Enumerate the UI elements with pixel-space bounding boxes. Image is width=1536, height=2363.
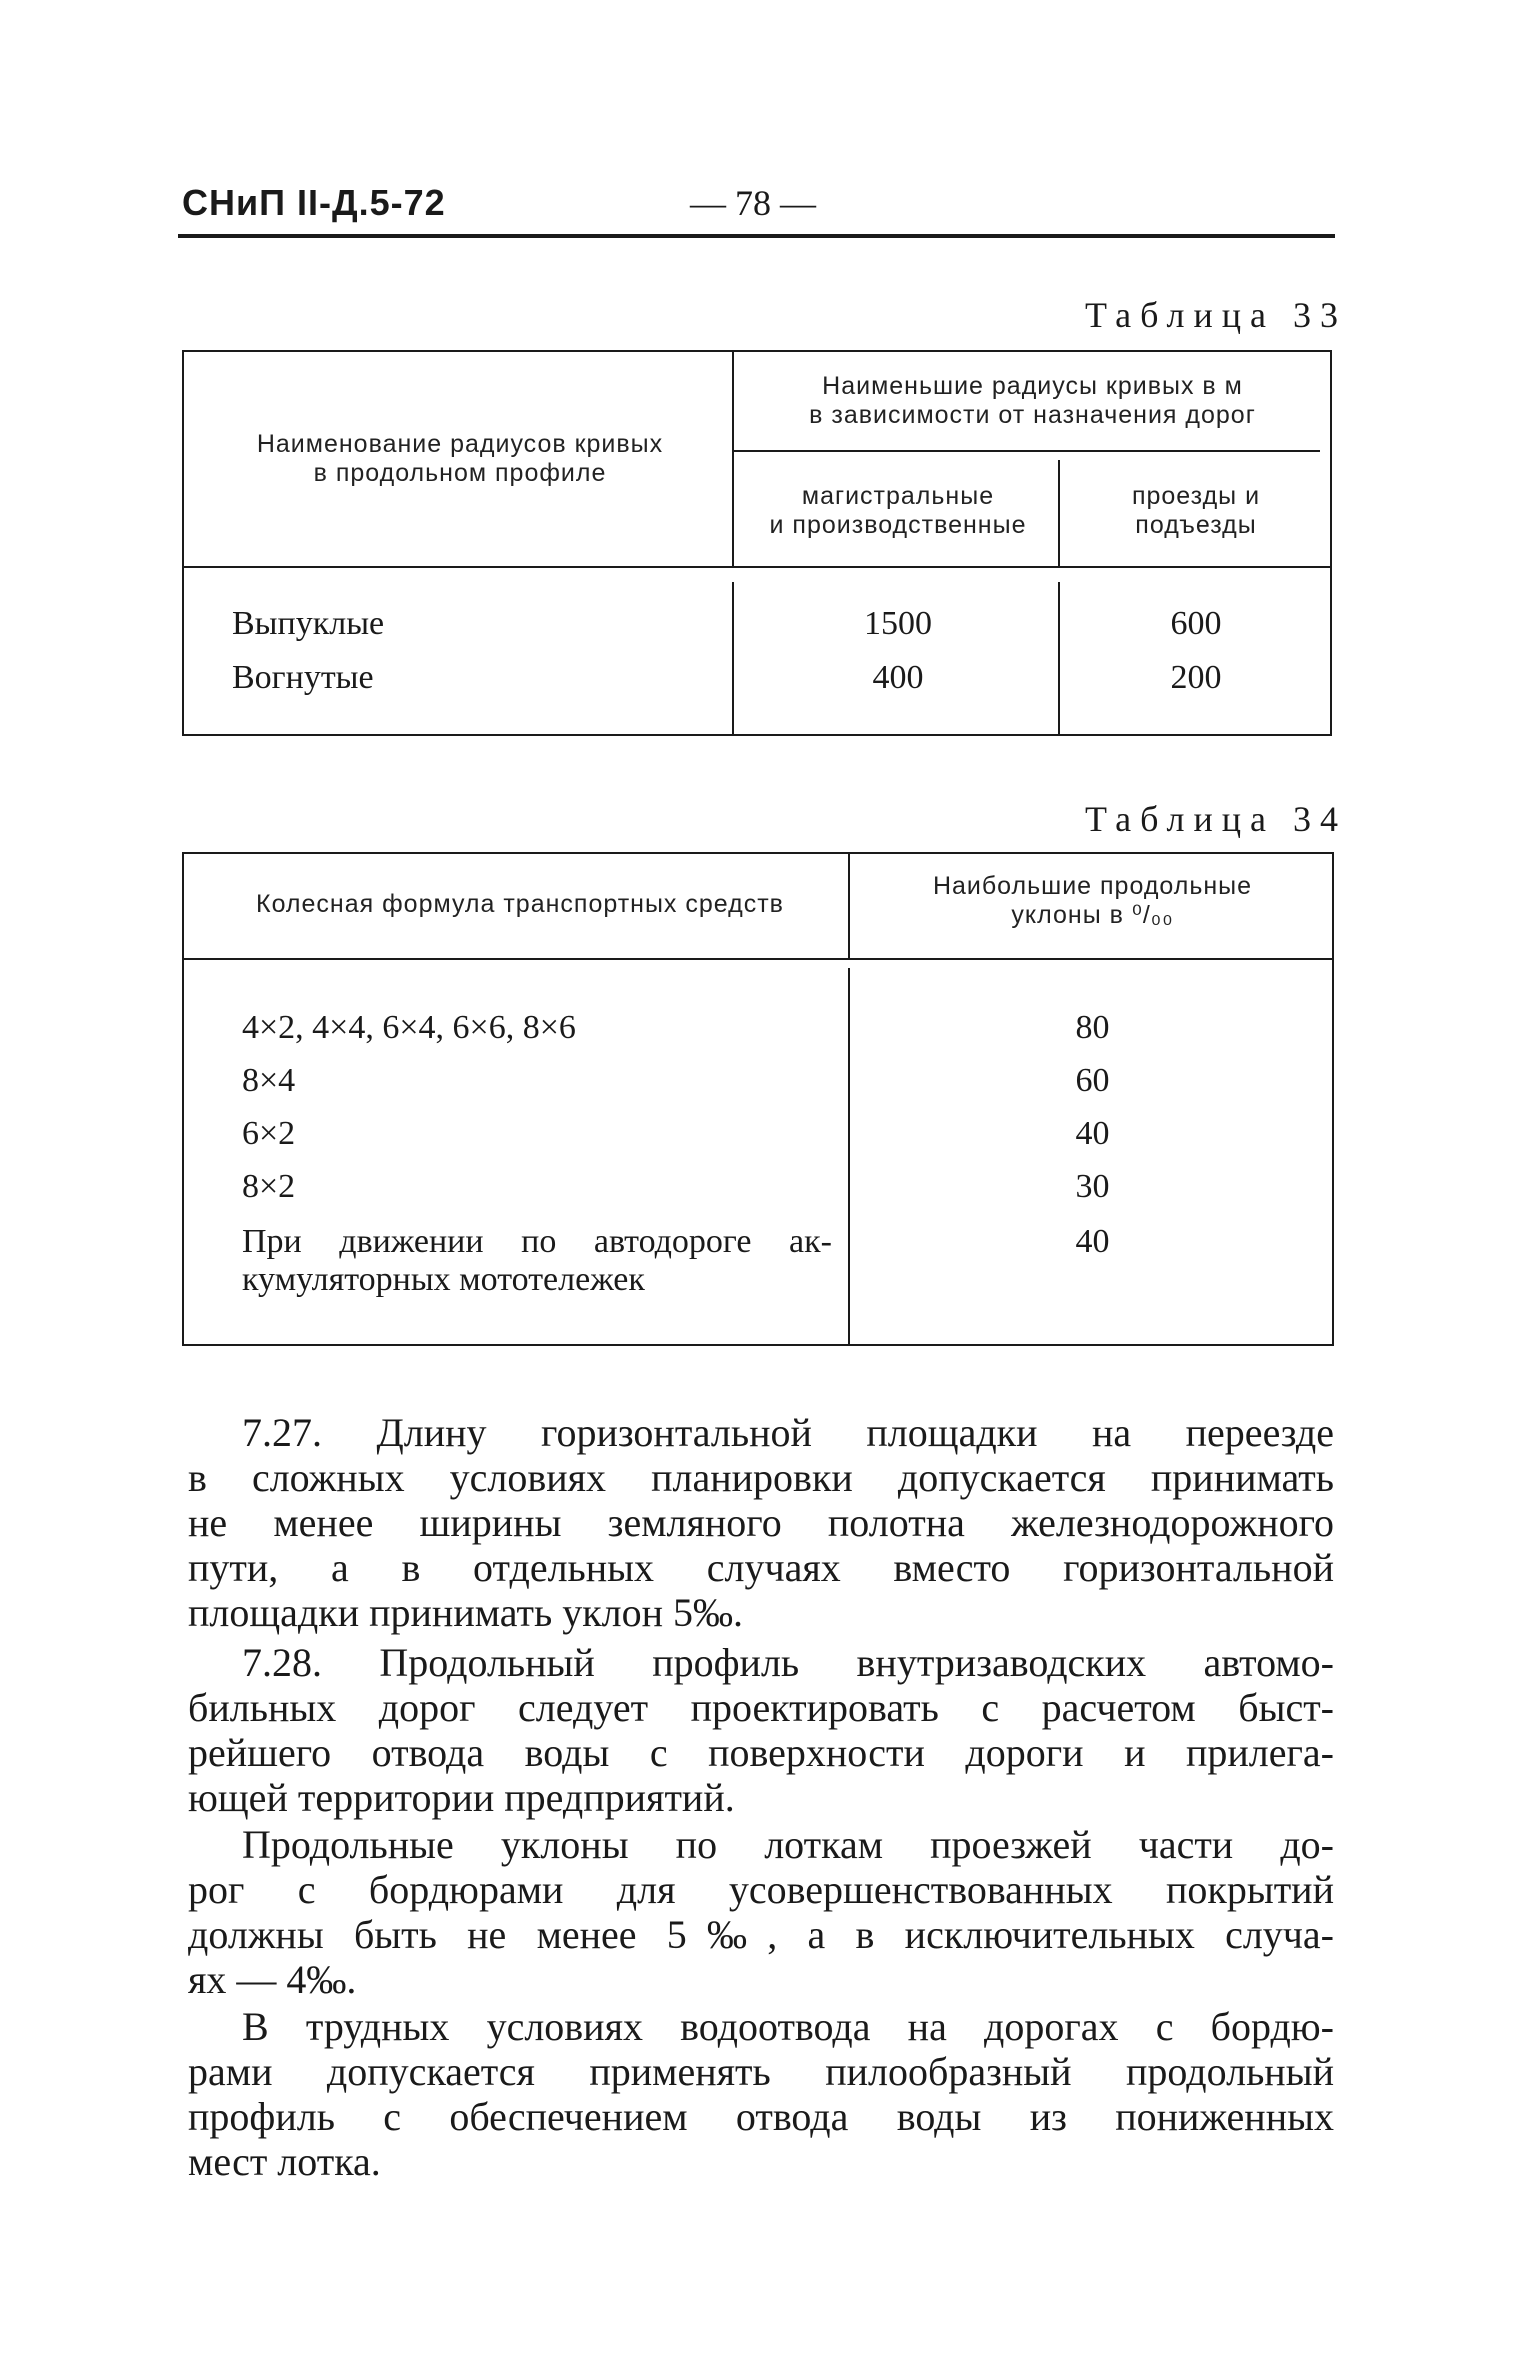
- table34-bottom-rule: [182, 1344, 1334, 1346]
- paragraph-drainage: В трудных условиях водоотвода на дорогах с бордю- рами допускается применять пилообразный продольный профиль с обеспечением отвода воды из пониженных мест лотка.: [188, 2004, 1334, 2184]
- paragraph-slopes: Продольные уклоны по лоткам проезжей части до- рог с бордюрами для усовершенствованных покрытий должны быть не менее 5‰, а в исключительных случа- ях — 4‰.: [188, 1822, 1334, 2002]
- table34-left-border: [182, 852, 184, 1346]
- table33-divider-2: [1058, 460, 1060, 566]
- table34-col-name-header: Колесная формула транспортных средств: [256, 890, 784, 918]
- table34-caption: Таблица 34: [1085, 799, 1347, 839]
- paragraph-7-27: 7.27. Длину горизонтальной площадки на переезде в сложных условиях планировки допускается принимать не менее ширины земляного полотна железнодорожного пути, а в отдельных случаях вместо горизонтальной площадки принимать уклон 5‰.: [188, 1410, 1334, 1635]
- header-rule: [178, 234, 1335, 238]
- table34-divider: [848, 852, 850, 958]
- document-code: СНиП II-Д.5-72: [182, 182, 446, 223]
- table34-col-value-header: Наибольшие продольные уклоны в ⁰/₀₀: [932, 872, 1253, 929]
- paragraph-7-28: 7.28. Продольный профиль внутризаводских автомо- бильных дорог следует проектировать с расчетом быст- рейшего отвода воды с поверхности дороги и прилега- ющей территории предприятий.: [188, 1640, 1334, 1820]
- table34-top-rule: [182, 852, 1334, 854]
- table33-header-rule: [182, 566, 1332, 568]
- document-page: СНиП II-Д.5-72 — 78 — Таблица 33 Наименование радиусов кривых в продольном профиле Наименьшие радиусы кривых в м в зависимости от назначения дорог магистральные и производственные проезды и подъезды Выпуклые 1500 600 Вогнутые 400 200 Таблица 34 Колесная формула транспортных средств Наибольшие продольные уклоны в ⁰/₀₀ 4×2, 4×4, 6×4, 6×6, 8×6 80 8×4 60 6×2 40 8×2 30 При движении по автодороге ак- кумуляторных мототележек 40 7.27. Длину горизонтальной площадки на переезде в сложных условиях планировки допускается принимать не менее ширины земляного полотна железнодорожного пути, а в отдельных случаях вместо горизонтальной площадки принимать уклон 5‰. 7.28. Продольный профиль внутризаводских автомо- бильных дорог следует проектировать с расчетом быст- рейшего отвода воды с поверхности дороги и прилега- ющей территории предприятий. Продольные уклоны по лоткам проезжей части до- рог с бордюрами для усовершенствованных покрытий должны быть не менее 5‰, а в исключительных случа- ях — 4‰. В трудных условиях водоотвода на дорогах с бордю- рами допускается применять пилообразный продольный профиль с обеспечением отвода воды из пониженных мест лотка.: [0, 0, 1536, 2363]
- page-number: — 78 —: [690, 183, 816, 223]
- table33-group-rule: [732, 450, 1320, 452]
- table33-col-name-header: Наименование радиусов кривых в продольном профиле: [256, 430, 664, 487]
- table33-bottom-rule: [182, 734, 1332, 736]
- table33-divider-1b: [732, 582, 734, 734]
- table33-divider-1: [732, 350, 734, 566]
- table33-col-b-header: проезды и подъезды: [1131, 482, 1261, 539]
- table34-header-rule: [182, 958, 1334, 960]
- table33-top-rule: [182, 350, 1332, 352]
- table33-caption: Таблица 33: [1085, 295, 1347, 335]
- table33-left-border: [182, 350, 184, 736]
- table33-divider-2b: [1058, 582, 1060, 734]
- table34-right-border: [1332, 852, 1334, 1346]
- table33-col-group-header: Наименьшие радиусы кривых в м в зависимости от назначения дорог: [809, 372, 1256, 429]
- table33-right-border: [1330, 350, 1332, 736]
- table33-col-a-header: магистральные и производственные: [769, 482, 1027, 539]
- table34-divider-b: [848, 968, 850, 1344]
